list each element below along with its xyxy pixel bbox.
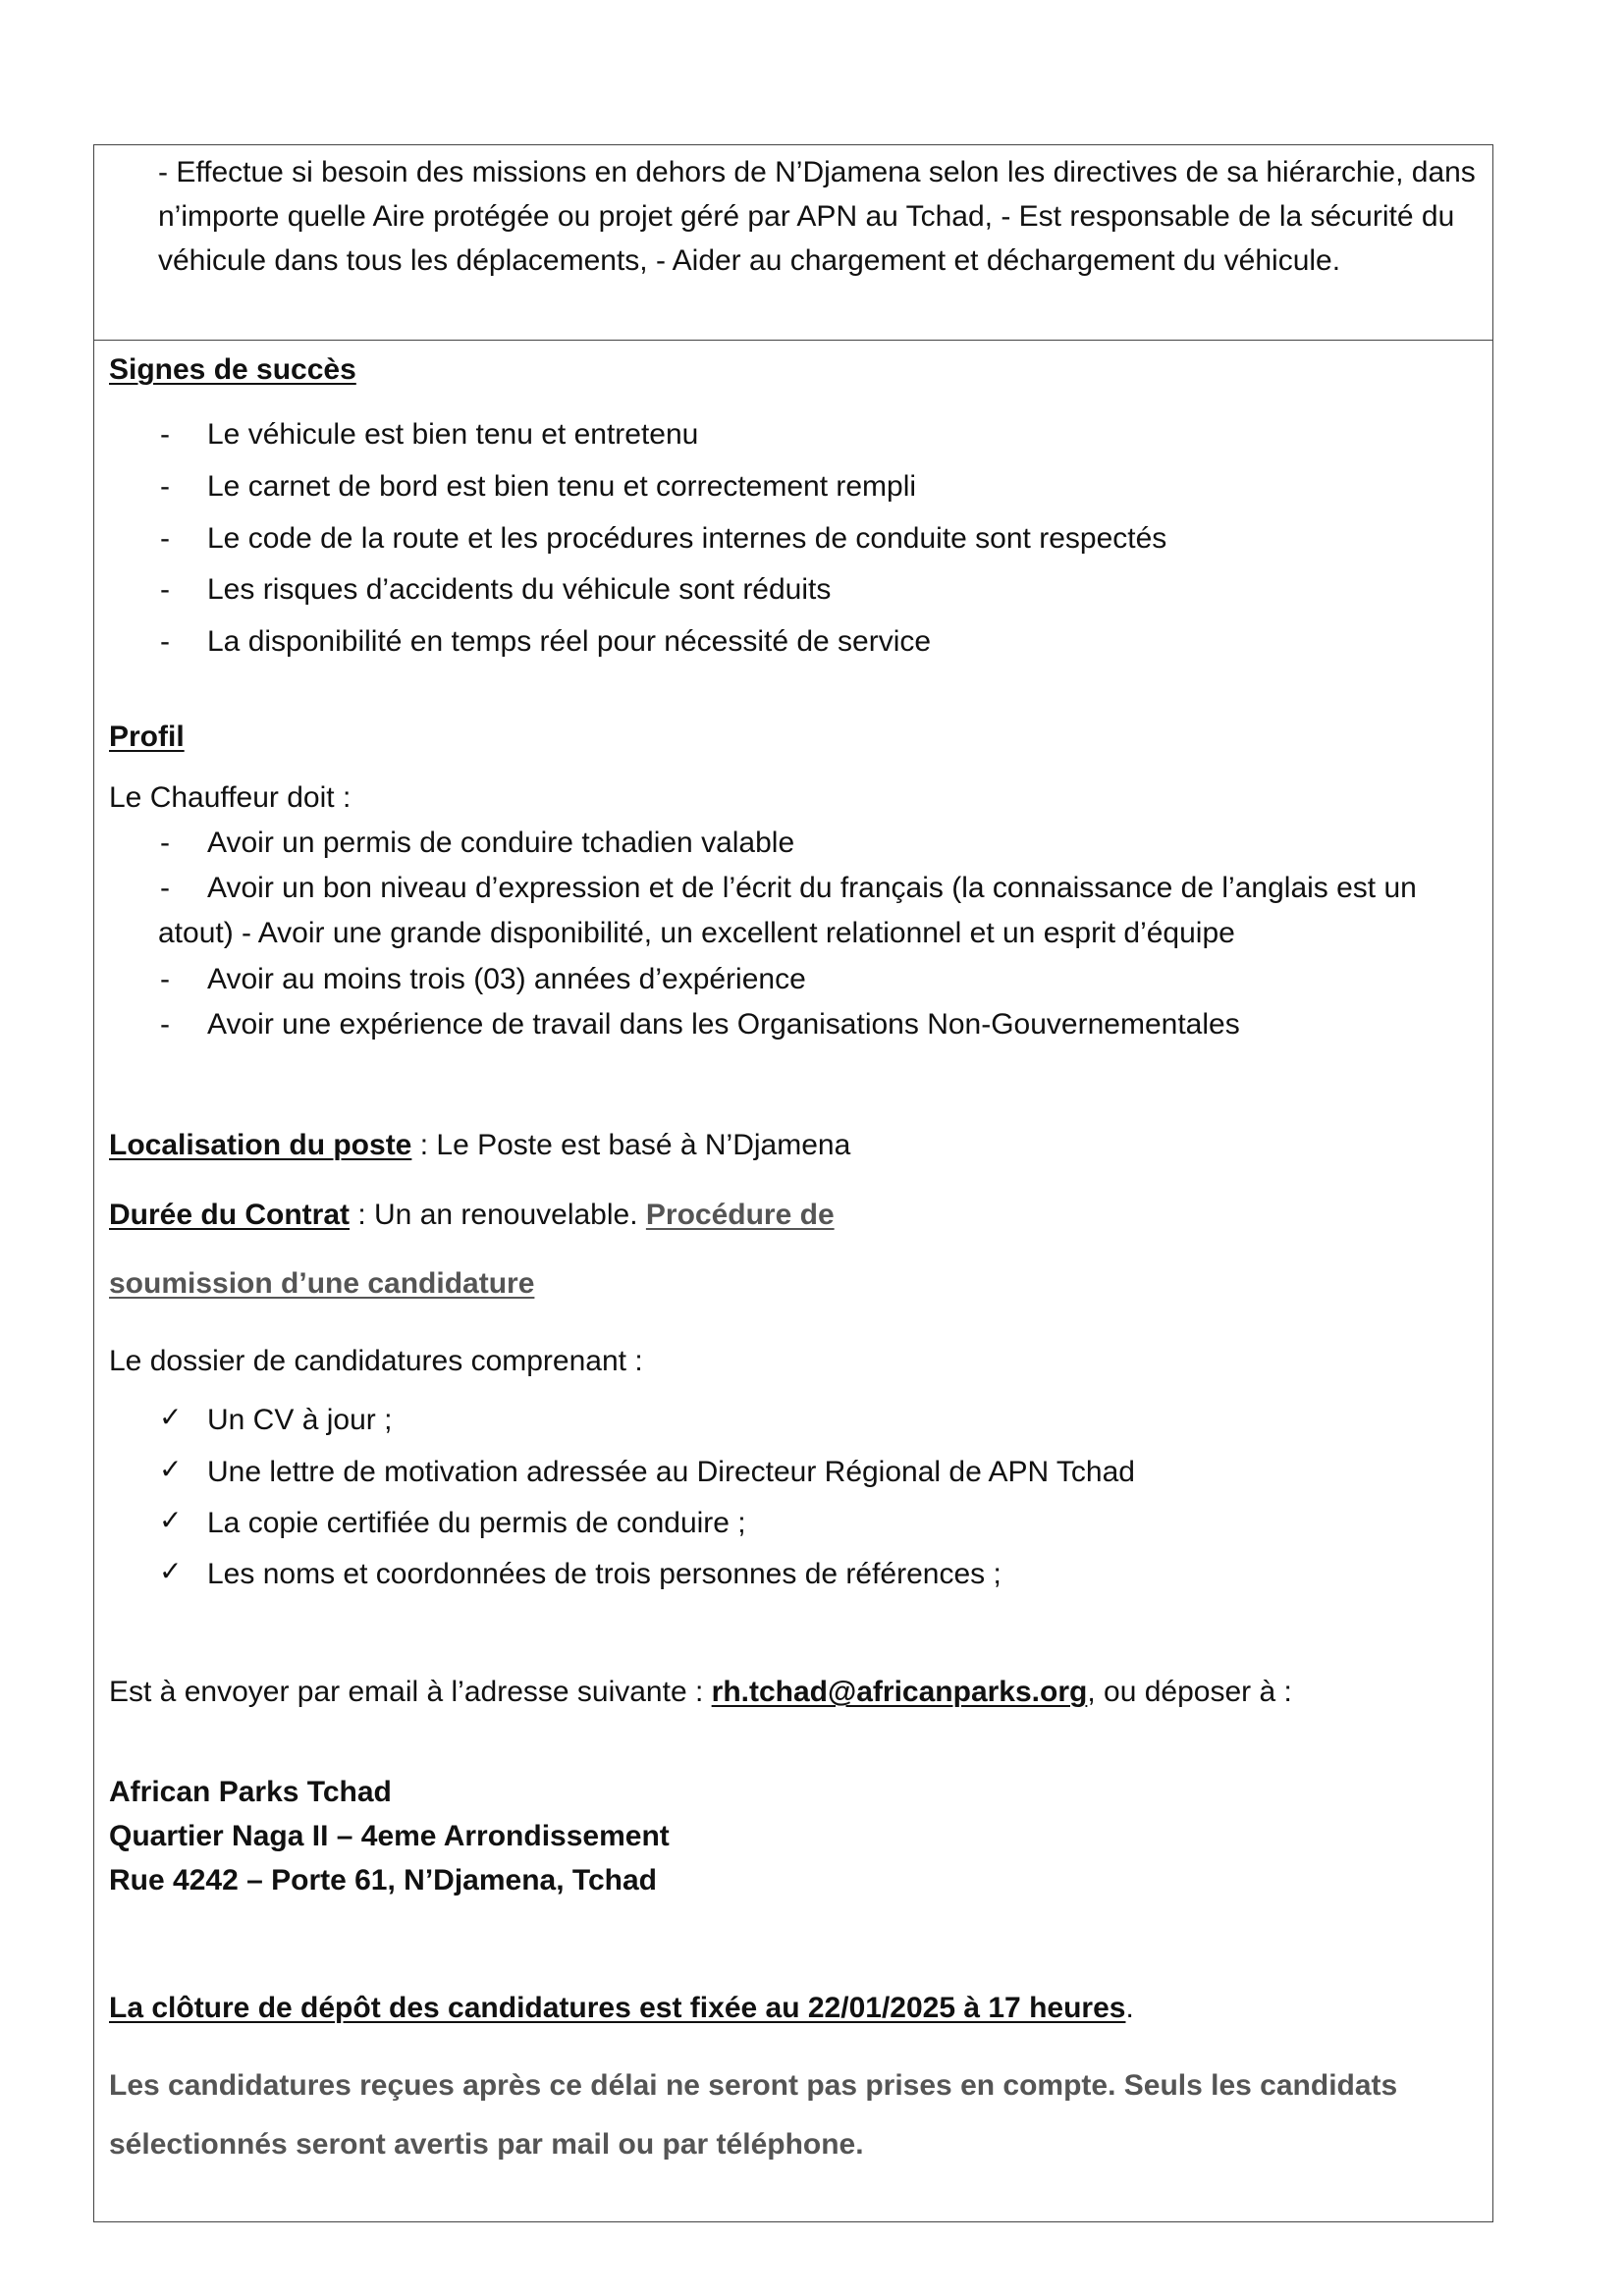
location-value: : Le Poste est basé à N’Djamena: [411, 1129, 851, 1161]
deadline-line: [109, 1991, 1134, 2026]
success-item: La disponibilité en temps réel pour nécessité de service: [207, 625, 932, 658]
profile-lead: Le Chauffeur doit :: [109, 781, 352, 814]
profile-item-continuation: atout) - Avoir une grande disponibilité, un excellent relationnel et un esprit d’équipe: [158, 917, 1235, 949]
bullet-dash: -: [160, 470, 170, 503]
bullet-dash: -: [160, 573, 170, 606]
bullet-dash: -: [160, 827, 170, 859]
checkmark-icon: ✓: [159, 1401, 183, 1433]
dossier-item: Les noms et coordonnées de trois personnes de références ;: [207, 1558, 1001, 1590]
checkmark-icon: ✓: [159, 1555, 183, 1587]
dossier-lead: Le dossier de candidatures comprenant :: [109, 1345, 643, 1377]
success-item: Les risques d’accidents du véhicule sont réduits: [207, 573, 832, 606]
deadline-period: .: [1125, 1992, 1134, 2024]
send-prefix: Est à envoyer par email à l’adresse suivante :: [109, 1676, 712, 1708]
section-divider: [94, 340, 1492, 341]
bullet-dash: -: [160, 872, 170, 904]
dossier-item: Une lettre de motivation adressée au Directeur Régional de APN Tchad: [207, 1456, 1135, 1488]
intro-line-1: - Effectue si besoin des missions en dehors de N’Djamena selon les directives de sa hiérarchie, dans: [158, 156, 1476, 188]
contract-line: [109, 1198, 835, 1233]
intro-line-3: véhicule dans tous les déplacements, - Aider au chargement et déchargement du véhicule.: [158, 244, 1341, 277]
bullet-dash: -: [160, 963, 170, 995]
success-item: Le code de la route et les procédures internes de conduite sont respectés: [207, 522, 1167, 555]
intro-line-2: n’importe quelle Aire protégée ou projet géré par APN au Tchad, - Est responsable de la sécurité du: [158, 200, 1455, 233]
profile-item: Avoir un permis de conduire tchadien valable: [207, 827, 795, 859]
email-link[interactable]: rh.tchad@africanparks.org: [711, 1676, 1088, 1708]
success-item: Le véhicule est bien tenu et entretenu: [207, 418, 699, 451]
contract-value: : Un an renouvelable.: [350, 1199, 646, 1231]
profile-heading: Profil: [109, 721, 185, 753]
profile-item: Avoir une expérience de travail dans les Organisations Non-Gouvernementales: [207, 1008, 1240, 1041]
procedure-heading-part2: soumission d’une candidature: [109, 1267, 535, 1300]
bullet-dash: -: [160, 1008, 170, 1041]
send-line: [109, 1675, 1292, 1710]
checkmark-icon: ✓: [159, 1453, 183, 1485]
send-suffix: , ou déposer à :: [1087, 1676, 1292, 1708]
success-heading: Signes de succès: [109, 353, 356, 386]
checkmark-icon: ✓: [159, 1504, 183, 1536]
address-line-1: African Parks Tchad: [109, 1776, 392, 1808]
dossier-item: Un CV à jour ;: [207, 1404, 393, 1436]
location-line: [109, 1128, 850, 1163]
notice-line-2: sélectionnés seront avertis par mail ou par téléphone.: [109, 2128, 864, 2161]
address-line-2: Quartier Naga II – 4eme Arrondissement: [109, 1820, 670, 1852]
bullet-dash: -: [160, 418, 170, 451]
success-item: Le carnet de bord est bien tenu et correctement rempli: [207, 470, 917, 503]
notice-line-1: Les candidatures reçues après ce délai ne seront pas prises en compte. Seuls les candidats: [109, 2069, 1398, 2102]
location-label: Localisation du poste: [109, 1129, 412, 1161]
dossier-item: La copie certifiée du permis de conduire ;: [207, 1507, 746, 1539]
profile-item: Avoir un bon niveau d’expression et de l’écrit du français (la connaissance de l’anglais est un: [207, 872, 1417, 904]
profile-item: Avoir au moins trois (03) années d’expérience: [207, 963, 806, 995]
bullet-dash: -: [160, 522, 170, 555]
contract-label: Durée du Contrat: [109, 1199, 351, 1231]
address-line-3: Rue 4242 – Porte 61, N’Djamena, Tchad: [109, 1864, 658, 1896]
content-frame: [93, 144, 1493, 2222]
bullet-dash: -: [160, 625, 170, 658]
deadline-text: La clôture de dépôt des candidatures est fixée au 22/01/2025 à 17 heures: [109, 1992, 1126, 2024]
procedure-heading-part1: Procédure de: [645, 1199, 835, 1231]
